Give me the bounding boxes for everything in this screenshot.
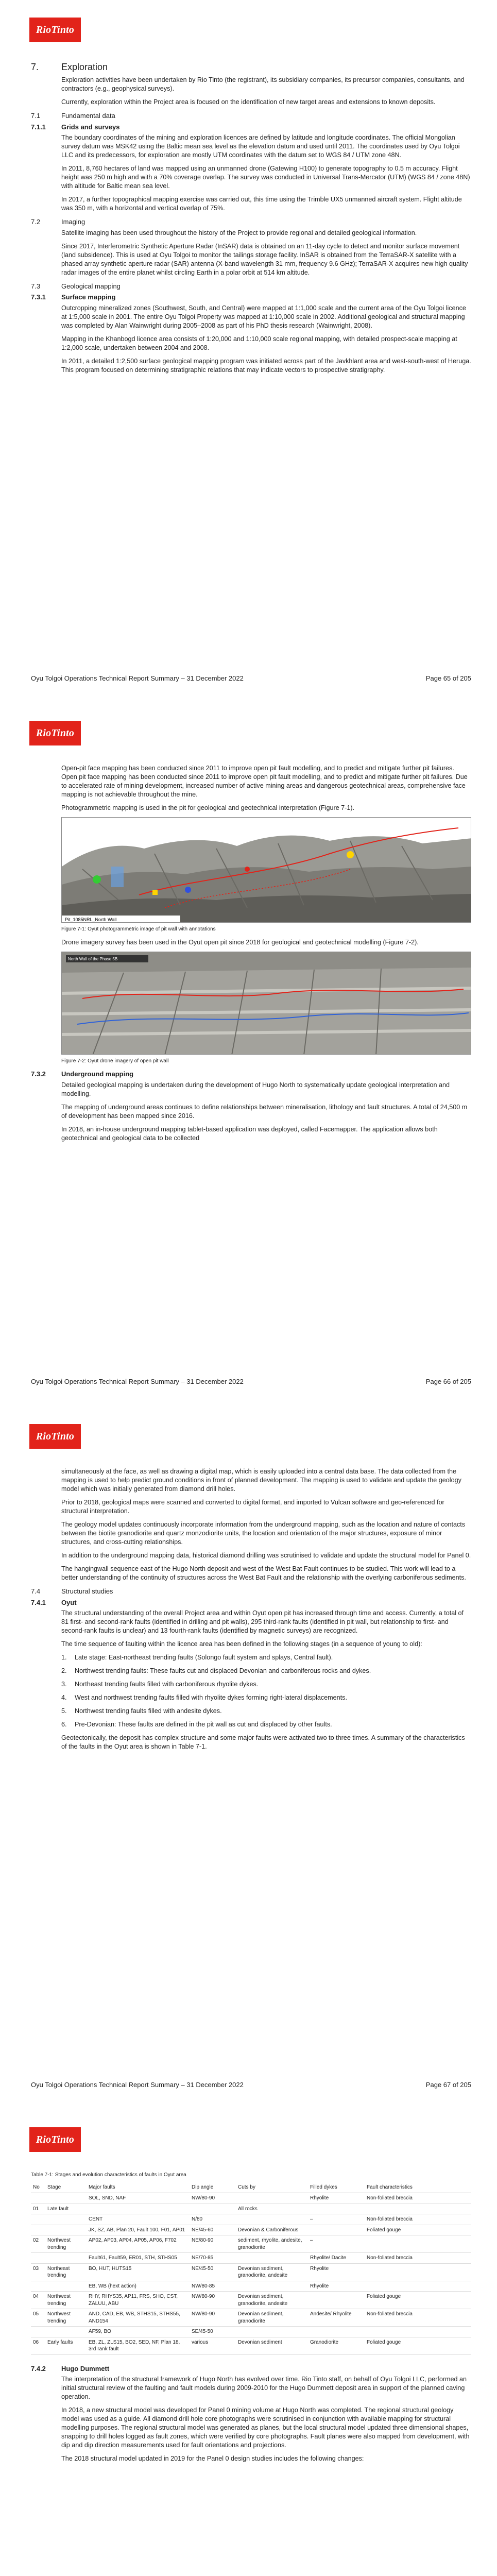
- table-cell: AND, CAD, EB, WB, STHS15, STHS55, AND154: [87, 2309, 190, 2327]
- column-header: Filled dykes: [308, 2182, 365, 2193]
- table-row: [31, 2235, 471, 2253]
- footer-title: Oyu Tolgoi Operations Technical Report Summary – 31 December 2022: [31, 674, 244, 682]
- table-cell: [236, 2327, 308, 2337]
- table-row: [31, 2292, 471, 2309]
- section-title: Geological mapping: [61, 282, 121, 290]
- paragraph: In 2018, a new structural model was developed for Panel 0 mining volume at Hugo North was completed. The regional structural geology model was used as a guide. All diamond drill hole core photographs were scrutinised in conjunction with available mapping for structural modelling purposes. The regional structural model was generated as planes, but the local structural model updated three dimensional shapes, snapping to drill holes logged as fault zones, which were verified by core photographs. Fault planes were also mapped from development, with dip and dip direction measurements used for fault orientations and projections.: [61, 2406, 470, 2449]
- table-row: [31, 2214, 471, 2225]
- report-page-66: [0, 703, 497, 1406]
- paragraph: The hangingwall sequence east of the Hugo North deposit and west of the West Bat Fault continues to be studied. This work will lead to a better understanding of the continuity of structures across the West Bat Fault and the relationship with the overlying carboniferous sediments.: [61, 1565, 466, 1581]
- list-item: [61, 1693, 471, 1702]
- table-cell: [45, 2214, 87, 2225]
- footer-title: Oyu Tolgoi Operations Technical Report Summary – 31 December 2022: [31, 1378, 244, 1385]
- logo-text: RioTinto: [36, 1430, 75, 1442]
- table-cell: NE/45-50: [190, 2263, 236, 2281]
- report-page-67: [0, 1406, 497, 2110]
- table-row: [31, 2281, 471, 2292]
- figure-7-2-label: North Wall of the Phase 5B: [68, 956, 118, 961]
- list-item: [61, 1680, 471, 1689]
- table-cell: BO, HUT, HUTS15: [87, 2263, 190, 2281]
- table-cell: Devonian sediment, granodiorite, andesite: [236, 2292, 308, 2309]
- section-title: Exploration: [61, 62, 108, 72]
- pit-wall-drone-image: [61, 952, 471, 1055]
- table-cell: Granodiorite: [308, 2337, 365, 2354]
- paragraph: Detailed geological mapping is undertaken during the development of Hugo North to systematically update geological interpretation and modelling.: [61, 1081, 450, 1097]
- section-title: Hugo Dummett: [61, 2364, 110, 2372]
- section-title: Grids and surveys: [61, 123, 120, 131]
- table-cell: [87, 2204, 190, 2214]
- paragraph: The structural understanding of the overall Project area and within Oyut open pit has increased through time and access. Currently, a total of 81 first- and second-rank faults (identified in drilling and pit walls), 295 third-rank faults (identified in pit wall, but relationship to first- and second-rank faults is unclear) and 13 fourth-rank faults (identified by magnetic surveys) are recognized.: [61, 1609, 464, 1635]
- list-text: Pre-Devonian: These faults are defined in the pit wall as cut and displaced by other faults.: [75, 1721, 332, 1728]
- section-number: 7.1: [31, 112, 41, 120]
- table-cell: 02: [31, 2235, 45, 2253]
- page-content: [31, 61, 471, 379]
- section-title: Oyut: [61, 1598, 77, 1606]
- table-row: [31, 2204, 471, 2214]
- table-cell: Northeast trending: [45, 2263, 87, 2281]
- rio-tinto-logo: [29, 18, 81, 42]
- list-item: [61, 1707, 471, 1716]
- table-cell: NE/80-90: [190, 2235, 236, 2253]
- column-header: Cuts by: [236, 2182, 308, 2193]
- rio-tinto-logo: [29, 1424, 81, 1449]
- paragraph: The time sequence of faulting within the licence area has been defined in the following stages (in a sequence of young to old):: [61, 1640, 422, 1648]
- table-cell: Late fault: [45, 2204, 87, 2214]
- table-cell: 04: [31, 2292, 45, 2309]
- table-cell: [236, 2193, 308, 2204]
- table-cell: Northwest trending: [45, 2235, 87, 2253]
- paragraph: In 2011, a detailed 1:2,500 surface geological mapping program was initiated across part of the Javkhlant area and west-south-west of Heruga. This program focused on determining stratigraphic relations that may indicate vectors to prospective stratigraphy.: [61, 358, 471, 374]
- table-cell: JK, SZ, AB, Plan 20, Fault 100, F01, AP01: [87, 2225, 190, 2235]
- table-cell: Andesite/ Rhyolite: [308, 2309, 365, 2327]
- page-footer: [31, 674, 471, 683]
- table-cell: [31, 2214, 45, 2225]
- list-item: [61, 1720, 471, 1729]
- section-heading-7-4-2: [31, 2364, 471, 2374]
- table-cell: [31, 2253, 45, 2264]
- section-title: Structural studies: [61, 1587, 113, 1595]
- table-cell: [236, 2214, 308, 2225]
- table-cell: [365, 2263, 471, 2281]
- section-number: 7.2: [31, 218, 41, 226]
- list-number: 2.: [61, 1667, 67, 1675]
- table-cell: Non-foliated breccia: [365, 2193, 471, 2204]
- table-cell: [45, 2281, 87, 2292]
- list-item: [61, 1653, 471, 1662]
- paragraph: In addition to the underground mapping data, historical diamond drilling was scrutinised to validate and update the structural model for Panel 0.: [61, 1552, 471, 1559]
- table-cell: Northwest trending: [45, 2309, 87, 2327]
- table-cell: [236, 2281, 308, 2292]
- paragraph: Open-pit face mapping has been conducted since 2011 to improve open pit fault modelling, and to predict and mitigate further pit failures. Open pit face mapping has been conducted since 2011 to improve open pit fault modelling, and to predict and mitigate further pit failures. Due to accelerated rate of mining development, increased number of active mining areas and dangerous geotechnical areas, comprehensive face mapping is not achievable throughout the mine.: [61, 765, 468, 798]
- figure-7-2: [61, 952, 471, 1065]
- table-row: [31, 2253, 471, 2264]
- table-row: [31, 2263, 471, 2281]
- table-cell: [31, 2225, 45, 2235]
- logo-text: RioTinto: [36, 2133, 75, 2145]
- table-cell: 01: [31, 2204, 45, 2214]
- pit-wall-illustration: [62, 818, 471, 923]
- list-number: 3.: [61, 1681, 67, 1688]
- table-cell: NW/80-85: [190, 2281, 236, 2292]
- paragraph: The 2018 structural model updated in 2019 for the Panel 0 design studies includes the following changes:: [61, 2455, 364, 2463]
- table-cell: [365, 2204, 471, 2214]
- table-cell: NW/80-90: [190, 2292, 236, 2309]
- list-number: 6.: [61, 1721, 67, 1728]
- paragraph: The boundary coordinates of the mining and exploration licences are defined by latitude and longitude coordinates. The official Mongolian survey datum was MSK42 using the Baltic mean sea level as the elevation datum and used until 2011. The coordinates used by Oyu Tolgoi LLC and its predecessors, for exploration are mostly UTM coordinates with the datum set to WGS 84 / UTM zone 48N.: [61, 134, 460, 159]
- list-item: [61, 1667, 471, 1675]
- table-row: [31, 2225, 471, 2235]
- pit-wall-photogrammetry-image: [61, 817, 471, 923]
- paragraph: Exploration activities have been undertaken by Rio Tinto (the registrant), its subsidiary companies, its precursor companies, consultants, and contractors (e.g., geophysical surveys).: [61, 76, 465, 93]
- page-content: [31, 1467, 471, 1756]
- table-cell: [365, 2327, 471, 2337]
- paragraph: In 2018, an in-house underground mapping tablet-based application was deployed, called Facemapper. The application allows both geotechnical and geological data to be collected: [61, 1125, 438, 1142]
- table-cell: [308, 2204, 365, 2214]
- table-cell: Early faults: [45, 2337, 87, 2354]
- table-cell: CENT: [87, 2214, 190, 2225]
- table-cell: NE/70-85: [190, 2253, 236, 2264]
- section-heading-7-4-1: [31, 1598, 471, 1607]
- table-cell: Rhyolite: [308, 2193, 365, 2204]
- page-content: [31, 764, 471, 1147]
- paragraph: Geotectonically, the deposit has complex structure and some major faults were activated two to three times. A summary of the characteristics of the faults in the Oyut area is shown in Table 7-1.: [61, 1734, 465, 1751]
- table-row: [31, 2309, 471, 2327]
- table-cell: Rhyolite: [308, 2263, 365, 2281]
- section-heading-7-2: [31, 217, 471, 227]
- table-cell: Foliated gouge: [365, 2292, 471, 2309]
- column-header: Dip angle: [190, 2182, 236, 2193]
- table-cell: NE/45-60: [190, 2225, 236, 2235]
- table-cell: NW/80-90: [190, 2309, 236, 2327]
- list-text: Late stage: East-northeast trending faults (Solongo fault system and splays, Central fault).: [75, 1654, 333, 1662]
- section-number: 7.3.2: [31, 1070, 46, 1078]
- table-cell: Fault61, Fault59, ER01, STH, STHS05: [87, 2253, 190, 2264]
- table-cell: EB, ZL, ZLS15, BO2, SED, NF, Plan 18, 3rd rank fault: [87, 2337, 190, 2354]
- table-cell: [365, 2235, 471, 2253]
- table-caption: Table 7-1: Stages and evolution characteristics of faults in Oyut area: [31, 2172, 186, 2178]
- section-number: 7.: [31, 62, 39, 72]
- section-title: Fundamental data: [61, 112, 115, 120]
- section-number: 7.4.2: [31, 2364, 46, 2372]
- table-header-row: [31, 2182, 471, 2193]
- table-cell: Northwest trending: [45, 2292, 87, 2309]
- section-heading-7-1: [31, 111, 471, 121]
- column-header: No: [31, 2182, 45, 2193]
- table-cell: –: [308, 2214, 365, 2225]
- paragraph: Drone imagery survey has been used in the Oyut open pit since 2018 for geological and geotechnical modelling (Figure 7-2).: [61, 938, 419, 946]
- table-cell: Devonian sediment, granodiorite, andesite: [236, 2263, 308, 2281]
- list-number: 4.: [61, 1694, 67, 1702]
- section-heading-7-3: [31, 282, 471, 291]
- paragraph: Prior to 2018, geological maps were scanned and converted to digital format, and imported to Vulcan software and geo-referenced for structural interpretation.: [61, 1499, 444, 1515]
- table-cell: 06: [31, 2337, 45, 2354]
- paragraph: The interpretation of the structural framework of Hugo North has evolved over time. Rio Tinto staff, on behalf of Oyu Tolgoi LLC, performed an initial structural review of the faulting and fault models during 2009-2010 for the Hugo Dummett deposit area in support of the planned caving operation.: [61, 2376, 467, 2401]
- table-cell: RHY, RHYS35, AP11, FRS, SHO, CST, ZALUU, ABU: [87, 2292, 190, 2309]
- table-cell: SOL, SND, NAF: [87, 2193, 190, 2204]
- report-page-65: [0, 0, 497, 703]
- table-cell: [31, 2281, 45, 2292]
- figure-7-1-label: Pit_1085NRL_North Wall: [65, 917, 117, 922]
- section-title: Surface mapping: [61, 293, 116, 301]
- table-cell: [31, 2193, 45, 2204]
- table-cell: Non-foliated breccia: [365, 2253, 471, 2264]
- table-row: [31, 2337, 471, 2354]
- figure-7-1: [61, 817, 471, 933]
- table-cell: [45, 2225, 87, 2235]
- paragraph: Photogrammetric mapping is used in the pit for geological and geotechnical interpretation (Figure 7-1).: [61, 804, 355, 811]
- section-heading-7-3-2: [31, 1070, 471, 1079]
- column-header: Major faults: [87, 2182, 190, 2193]
- table-cell: [365, 2281, 471, 2292]
- section-title: Imaging: [61, 218, 85, 226]
- table-row: [31, 2193, 471, 2204]
- section-number: 7.4: [31, 1587, 41, 1595]
- table-row: [31, 2327, 471, 2337]
- section-title: Underground mapping: [61, 1070, 134, 1078]
- paragraph: Mapping in the Khanbogd licence area consists of 1:20,000 and 1:10,000 scale regional mapping, with detailed prospect-scale mapping at 1:2,000 scale, undertaken between 2004 and 2008.: [61, 335, 457, 352]
- paragraph: The mapping of underground areas continues to define relationships between mineralisation, lithology and fault structures. A total of 24,500 m of development has been mapped since 2016.: [61, 1103, 468, 1120]
- section-heading-7-1-1: [31, 123, 471, 132]
- table-cell: Non-foliated breccia: [365, 2309, 471, 2327]
- table-cell: AP02, AP03, AP04, AP05, AP06, F702: [87, 2235, 190, 2253]
- table-cell: [190, 2204, 236, 2214]
- page-content: [31, 2171, 471, 2468]
- paragraph: Satellite imaging has been used throughout the history of the Project to provide regional and detailed geological information.: [61, 229, 417, 236]
- table-cell: NW/80-90: [190, 2193, 236, 2204]
- page-footer: [31, 1377, 471, 1386]
- page-number: Page 67 of 205: [425, 2081, 471, 2089]
- paragraph: simultaneously at the face, as well as drawing a digital map, which is easily uploaded into a central data base. The data collected from the mapping is used to help predict ground conditions in front of planned development. The mapping is used to validate and update the geology model which was initially generated from diamond drill holes.: [61, 1468, 461, 1493]
- section-heading-7-3-1: [31, 293, 471, 302]
- paragraph: Currently, exploration within the Project area is focused on the identification of new target areas and extensions to known deposits.: [61, 98, 436, 106]
- table-cell: Devonian & Carboniferous: [236, 2225, 308, 2235]
- table-body: [31, 2193, 471, 2355]
- table-cell: Devonian sediment: [236, 2337, 308, 2354]
- section-number: 7.3.1: [31, 293, 46, 301]
- table-cell: EB, WB (hext action): [87, 2281, 190, 2292]
- paragraph: In 2017, a further topographical mapping exercise was carried out, this time using the Trimble UX5 unmanned aircraft system. Flight altitude was 350 m, with a horizontal and vertical overlap of 75%.: [61, 196, 462, 212]
- rio-tinto-logo: [29, 2127, 81, 2152]
- page-footer: [31, 2080, 471, 2090]
- list-text: Northwest trending faults: These faults cut and displaced Devonian and carboniferous rocks and dykes.: [75, 1667, 371, 1675]
- section-number: 7.1.1: [31, 123, 46, 131]
- paragraph: Outcropping mineralized zones (Southwest, South, and Central) were mapped at 1:1,000 scale and the current area of the Oyu Tolgoi licence at 1:5,000 scale in 2001. The entire Oyu Tolgoi Property was mapped at 1:10,000 scale in 2002. Additional geological and structural mapping was completed by Alan Wainwright during 2005–2008 as part of his PhD thesis research (Wainwright, 2008).: [61, 304, 466, 330]
- table-cell: Rhyolite: [308, 2281, 365, 2292]
- list-text: Northwest trending faults filled with andesite dykes.: [75, 1707, 222, 1715]
- page-number: Page 66 of 205: [425, 1378, 471, 1385]
- column-header: Fault characteristics: [365, 2182, 471, 2193]
- list-number: 5.: [61, 1707, 67, 1715]
- list-number: 1.: [61, 1654, 67, 1662]
- table-cell: [45, 2193, 87, 2204]
- table-cell: All rocks: [236, 2204, 308, 2214]
- table-cell: [45, 2253, 87, 2264]
- logo-text: RioTinto: [36, 24, 75, 36]
- section-heading-7-4: [31, 1587, 471, 1596]
- table-cell: [308, 2327, 365, 2337]
- figure-caption: Figure 7-1: Oyut photogrammetric image of pit wall with annotations: [61, 926, 216, 932]
- page-number: Page 65 of 205: [425, 674, 471, 682]
- table-cell: 05: [31, 2309, 45, 2327]
- table-cell: [236, 2253, 308, 2264]
- table-cell: various: [190, 2337, 236, 2354]
- paragraph: The geology model updates continuously incorporate information from the underground mapping, such as the location and nature of contacts between the biotite granodiorite and quartz monzodiorite units, the location and orientation of the major structures, exposure of minor structures, and cross-cutting relationships.: [61, 1521, 466, 1546]
- table-cell: [308, 2292, 365, 2309]
- logo-text: RioTinto: [36, 727, 75, 739]
- table-cell: [308, 2225, 365, 2235]
- faults-table: [31, 2182, 471, 2355]
- table-cell: [31, 2327, 45, 2337]
- drone-illustration: [62, 952, 471, 1055]
- table-cell: –: [308, 2235, 365, 2253]
- fault-stage-list: [61, 1653, 471, 1729]
- table-cell: 03: [31, 2263, 45, 2281]
- section-number: 7.4.1: [31, 1598, 46, 1606]
- paragraph: Since 2017, Interferometric Synthetic Aperture Radar (InSAR) data is obtained on an 11-day cycle to detect and monitor surface movement (land subsidence). This is used at Oyu Tolgoi to monitor the tailings storage facility. InSAR is obtained from the TerraSAR-X satellite with a phased array synthetic aperture radar (SAR) antenna (X-band wavelength 31 mm, frequency 9.6 GHz); TerraSAR-X acquires new high quality radar images of the entire planet whilst circling Earth in a polar orbit at 514 km altitude.: [61, 242, 468, 276]
- rio-tinto-logo: [29, 721, 81, 745]
- table-cell: Foliated gouge: [365, 2337, 471, 2354]
- table-cell: [45, 2327, 87, 2337]
- footer-title: Oyu Tolgoi Operations Technical Report Summary – 31 December 2022: [31, 2081, 244, 2089]
- table-cell: AF59, BO: [87, 2327, 190, 2337]
- section-heading-7: [31, 61, 471, 73]
- list-text: Northeast trending faults filled with carboniferous rhyolite dykes.: [75, 1681, 259, 1688]
- table-cell: Non-foliated breccia: [365, 2214, 471, 2225]
- paragraph: In 2011, 8,760 hectares of land was mapped using an unmanned drone (Gatewing H100) to generate topography to 0.5 m accuracy. Flight height was 250 m high and with a 70% coverage overlap. The survey was conducted in Universal Trans-Mercator (UTM) (WGS 84 / zone 48N) with altitude for Baltic mean sea level.: [61, 165, 470, 190]
- table-cell: Rhyolite/ Dacite: [308, 2253, 365, 2264]
- table-cell: N/80: [190, 2214, 236, 2225]
- table-cell: Devonian sediment, granodiorite: [236, 2309, 308, 2327]
- table-cell: Foliated gouge: [365, 2225, 471, 2235]
- table-cell: SE/45-50: [190, 2327, 236, 2337]
- list-text: West and northwest trending faults filled with rhyolite dykes forming right-lateral displacements.: [75, 1694, 347, 1702]
- report-page-68: [0, 2110, 497, 2576]
- figure-caption: Figure 7-2: Oyut drone imagery of open pit wall: [61, 1058, 169, 1064]
- column-header: Stage: [45, 2182, 87, 2193]
- table-cell: sediment, rhyolite, andesite, granodiorite: [236, 2235, 308, 2253]
- section-number: 7.3: [31, 282, 41, 290]
